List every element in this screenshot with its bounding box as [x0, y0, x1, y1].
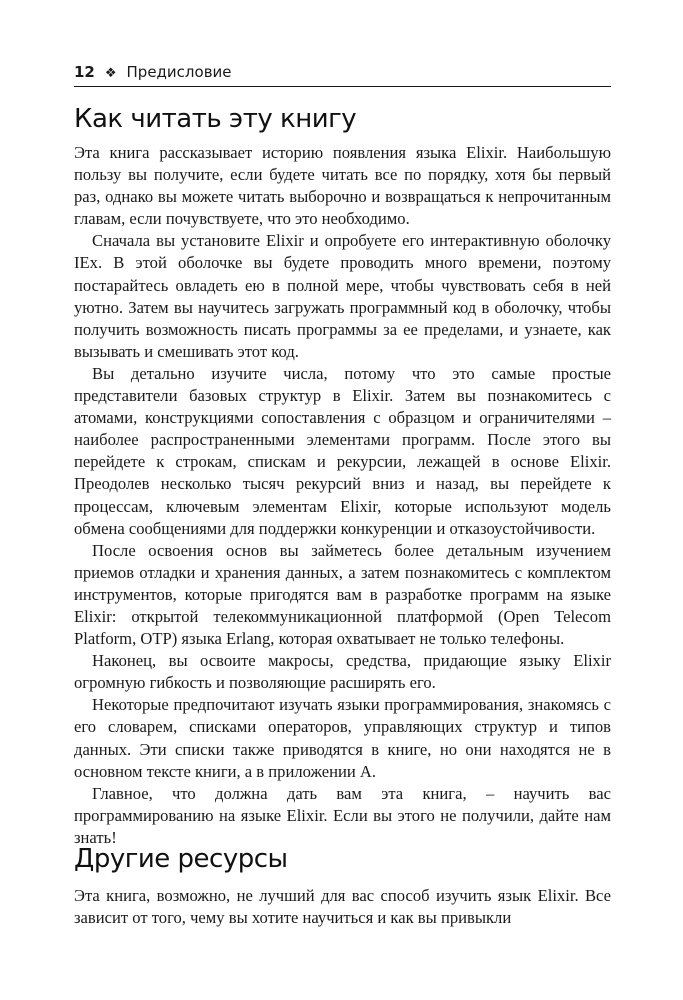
running-header — [74, 61, 611, 85]
section-heading: Другие ресурсы — [74, 844, 288, 874]
paragraph: Некоторые предпочитают изучать языки программирования, знакомясь с его словарем, списками операторов, управляющих структур и типов данных. Эти списки также приводятся в книге, но они находятся не в основном тексте книги, а в приложении А. — [74, 695, 611, 781]
paragraph: Главное, что должна дать вам эта книга, – научить вас программированию на языке Elixir. Если вы этого не получили, дайте нам знать! — [74, 783, 611, 847]
paragraph: Сначала вы установите Elixir и опробуете его интерактивную оболочку IEx. В этой оболочке вы будете проводить много времени, поэтому постарайтесь овладеть ею в полной мере, чтобы чувствовать себя в ней уютно. Затем вы научитесь загружать программный код в оболочку, чтобы получить возможность писать программы за ее пределами, и узнаете, как вызывать и смешивать этот код. — [74, 231, 611, 361]
paragraph: Эта книга рассказывает историю появления языка Elixir. Наибольшую пользу вы получите, если будете читать все по порядку, хотя бы первый раз, однако вы можете читать выборочно и возвращаться к непрочитанным главам, если почувствуете, что это необходимо. — [74, 143, 611, 229]
paragraph: Эта книга, возможно, не лучший для вас способ изучить язык Elixir. Все зависит от того, чему вы хотите научиться и как вы привыкли — [74, 886, 611, 928]
paragraph: После освоения основ вы займетесь более детальным изучением приемов отладки и хранения данных, а затем познакомитесь с комплектом инструментов, которые пригодятся вам в разработке программ на языке Elixir: открытой телекоммуникационной платформой (Open Telecom Platform, OTP) языка Erlang, которая охватывает не только телефоны. — [74, 540, 611, 649]
paragraph: Наконец, вы освоите макросы, средства, придающие языку Elixir огромную гибкость и позволяющие расширять его. — [74, 651, 611, 693]
ornament-icon: ❖ — [104, 66, 117, 81]
book-page — [74, 0, 611, 1000]
header-divider — [74, 86, 611, 87]
section-heading: Как читать эту книгу — [74, 104, 357, 134]
section-body — [74, 885, 611, 929]
running-header-title: Предисловие — [126, 63, 232, 81]
page-number: 12 — [74, 63, 95, 81]
paragraph: Вы детально изучите числа, потому что это самые простые представители базовых структур в Elixir. Затем вы познакомитесь с атомами, конструкциями сопоставления с образцом и ограничителями – наиболее распространенными элементами программ. После этого вы перейдете к строкам, спискам и рекурсии, лежащей в основе Elixir. Преодолев несколько тысяч рекурсий вниз и назад, вы перейдете к процессам, ключевым элементам Elixir, которые используют модель обмена сообщениями для поддержки конкуренции и отказоустойчивости. — [74, 363, 611, 538]
section-body — [74, 142, 611, 849]
